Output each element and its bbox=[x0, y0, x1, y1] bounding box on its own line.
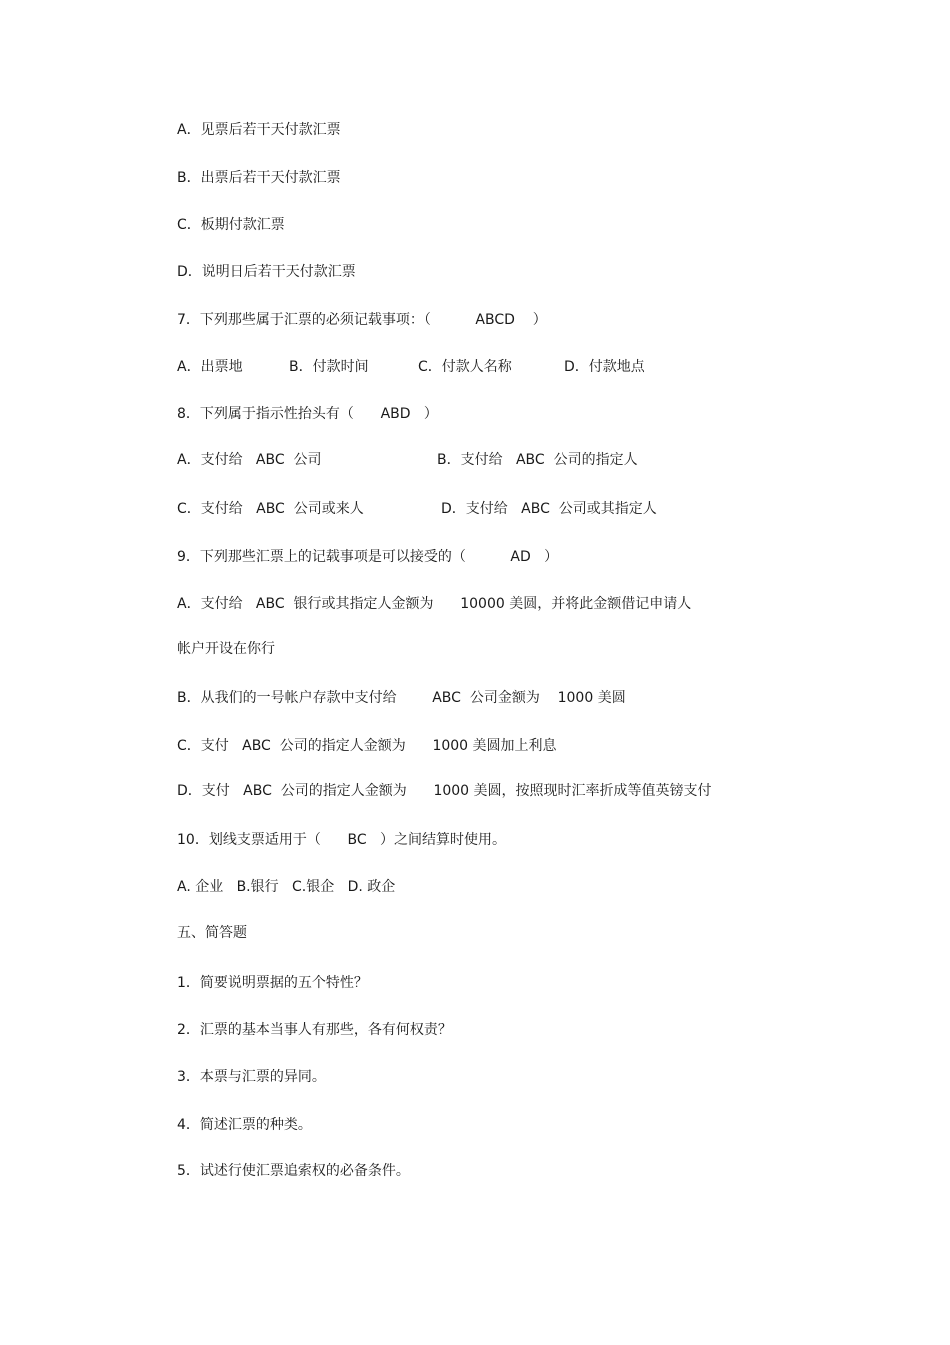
section-heading-short-answer: 五、简答题 bbox=[177, 925, 247, 941]
q6-option-b: B．出票后若干天付款汇票 bbox=[177, 170, 341, 186]
q8-option-c: C．支付给 ABC 公司或来人 bbox=[177, 501, 364, 517]
q6-option-d: D．说明日后若干天付款汇票 bbox=[177, 264, 356, 280]
question-7: 7．下列那些属于汇票的必须记载事项：（ ABCD ） bbox=[177, 312, 547, 328]
q7-option-d: D．付款地点 bbox=[564, 359, 645, 375]
q10-options: A. 企业 B.银行 C.银企 D. 政企 bbox=[177, 879, 396, 895]
q8-option-d: D．支付给 ABC 公司或其指定人 bbox=[441, 501, 657, 517]
short-answer-2: 2．汇票的基本当事人有那些，各有何权责？ bbox=[177, 1022, 452, 1038]
short-answer-3: 3．本票与汇票的异同。 bbox=[177, 1069, 326, 1085]
q9-option-a-line1: A．支付给 ABC 银行或其指定人金额为 10000 美圆，并将此金额借记申请人 bbox=[177, 596, 692, 612]
question-10: 10．划线支票适用于（ BC ）之间结算时使用。 bbox=[177, 832, 506, 848]
q8-option-b: B．支付给 ABC 公司的指定人 bbox=[437, 452, 638, 468]
question-8: 8．下列属于指示性抬头有（ ABD ） bbox=[177, 406, 438, 422]
short-answer-5: 5．试述行使汇票追索权的必备条件。 bbox=[177, 1163, 410, 1179]
q9-option-a-line2: 帐户开设在你行 bbox=[177, 641, 275, 657]
q7-option-c: C．付款人名称 bbox=[418, 359, 512, 375]
q6-option-c: C．板期付款汇票 bbox=[177, 217, 285, 233]
q9-option-d: D．支付 ABC 公司的指定人金额为 1000 美圆，按照现时汇率折成等值英镑支付 bbox=[177, 783, 712, 799]
short-answer-4: 4．简述汇票的种类。 bbox=[177, 1117, 312, 1133]
q6-option-a: A．见票后若干天付款汇票 bbox=[177, 122, 341, 138]
question-9: 9．下列那些汇票上的记载事项是可以接受的（ AD ） bbox=[177, 549, 559, 565]
q7-option-a: A．出票地 bbox=[177, 359, 243, 375]
q9-option-b: B．从我们的一号帐户存款中支付给 ABC 公司金额为 1000 美圆 bbox=[177, 690, 626, 706]
q9-option-c: C．支付 ABC 公司的指定人金额为 1000 美圆加上利息 bbox=[177, 738, 557, 754]
q8-option-a: A．支付给 ABC 公司 bbox=[177, 452, 322, 468]
q7-option-b: B．付款时间 bbox=[289, 359, 369, 375]
short-answer-1: 1．简要说明票据的五个特性？ bbox=[177, 975, 368, 991]
